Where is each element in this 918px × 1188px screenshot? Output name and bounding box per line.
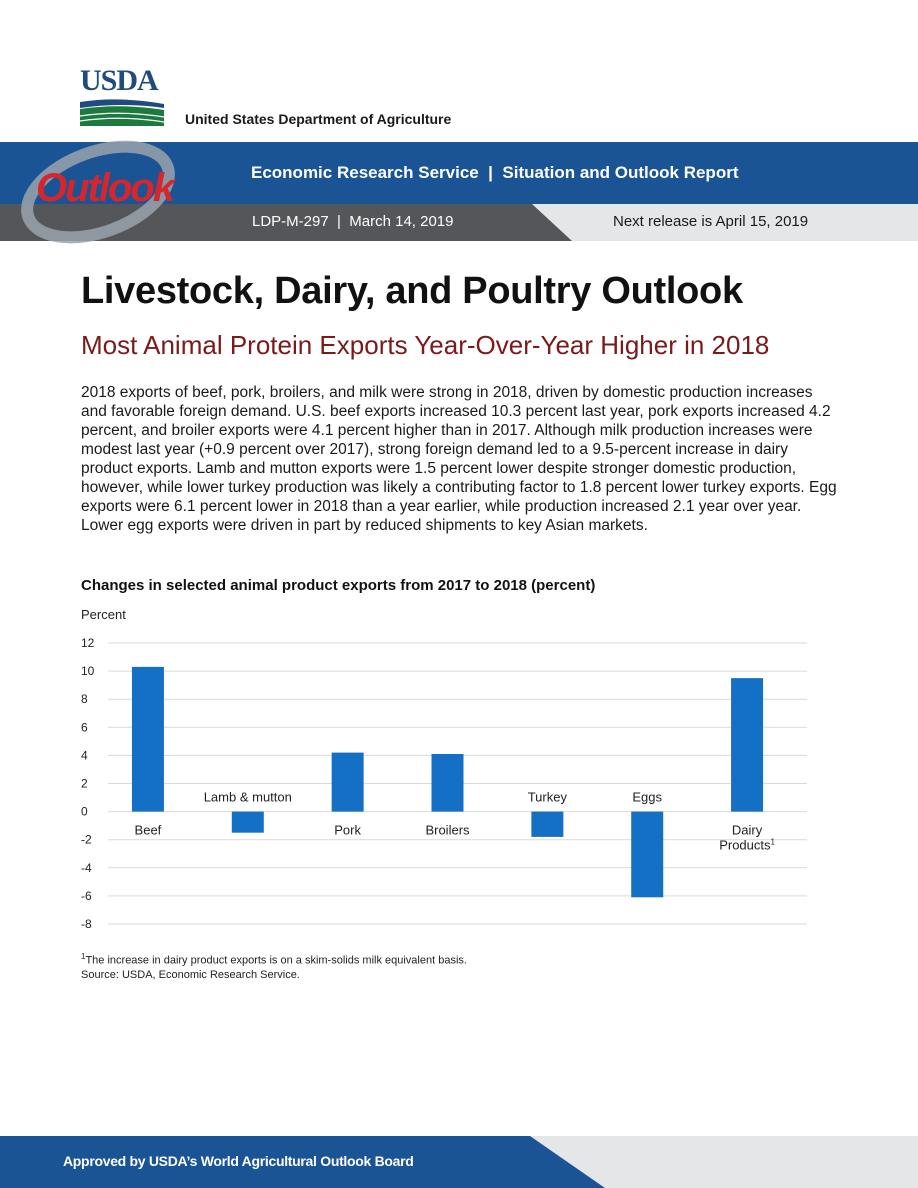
usda-hills-icon [80,98,164,126]
bar-pork [332,753,364,812]
category-label: Turkey [527,789,567,805]
footnote-line [81,950,467,968]
y-tick-label: 12 [81,636,95,650]
bar-chart [70,628,820,938]
series-line: Economic Research Service | Situation and Outlook Report [251,163,739,182]
footnote-text: The increase in dairy product exports is on a skim-solids milk equivalent basis. [85,954,467,967]
category-label: Lamb & mutton [203,789,292,805]
y-tick-label: -4 [81,860,92,875]
chart-y-ticks [81,636,95,931]
department-name: United States Department of Agriculture [185,111,452,127]
category-label: Dairy Products$^1$ [719,822,775,853]
chart-bars [132,667,763,897]
bar-dairy-products [731,678,763,811]
page-title: Livestock, Dairy, and Poultry Outlook [81,270,743,312]
y-tick-label: 0 [81,804,88,819]
y-tick-label: -6 [81,888,92,903]
bar-turkey [531,812,563,837]
bar-broilers [432,754,464,812]
y-tick-label: 2 [81,776,88,791]
chart-y-axis-label: Percent [81,607,126,622]
outlook-logo-text: Outlook [36,166,174,210]
y-tick-label: 4 [81,748,88,763]
category-label: Eggs [632,789,663,805]
footnote-marker: 1 [81,952,86,961]
y-tick-label: -2 [81,832,92,847]
body-paragraph: 2018 exports of beef, pork, broilers, and milk were strong in 2018, driven by domestic production increases and favorable foreign demand. U.S. beef exports increased 10.3 percent last year, pork exports increased 4.2 percent, and broiler exports were 4.1 percent higher than in 2017. Although milk production increases were modest last year (+0.9 percent over 2017), strong foreign demand led to a 9.5-percent increase in dairy product exports. Lamb and mutton exports were 1.5 percent lower despite stronger domestic production, however, while lower turkey production was likely a contributing factor to 1.8 percent lower turkey exports. Egg exports were 6.1 percent lower in 2018 than a year earlier, while production increased 2.1 year over year. Lower egg exports were driven in part by reduced shipments to key Asian markets. [81,384,837,534]
y-tick-label: 6 [81,720,88,735]
chart-title: Changes in selected animal product exports from 2017 to 2018 (percent) [81,577,596,594]
category-label: Pork [334,822,362,838]
category-label: Broilers [425,822,470,838]
category-label: Beef [134,822,162,838]
bar-eggs [631,812,663,898]
source-line: Source: USDA, Economic Research Service. [81,968,300,981]
y-tick-label: 10 [81,664,95,679]
bar-beef [132,667,164,812]
next-release: Next release is April 15, 2019 [613,213,809,230]
y-tick-label: -8 [81,917,92,931]
usda-logo-text: USDA [80,64,158,97]
report-id: LDP-M-297 | March 14, 2019 [252,213,454,230]
usda-logo [80,66,164,126]
y-tick-label: 8 [81,692,88,707]
bar-lamb-mutton [232,812,264,833]
page-subtitle: Most Animal Protein Exports Year-Over-Year Higher in 2018 [81,330,770,360]
chart-footnote [81,950,467,982]
footer-approval: Approved by USDA’s World Agricultural Outlook Board [63,1153,414,1169]
